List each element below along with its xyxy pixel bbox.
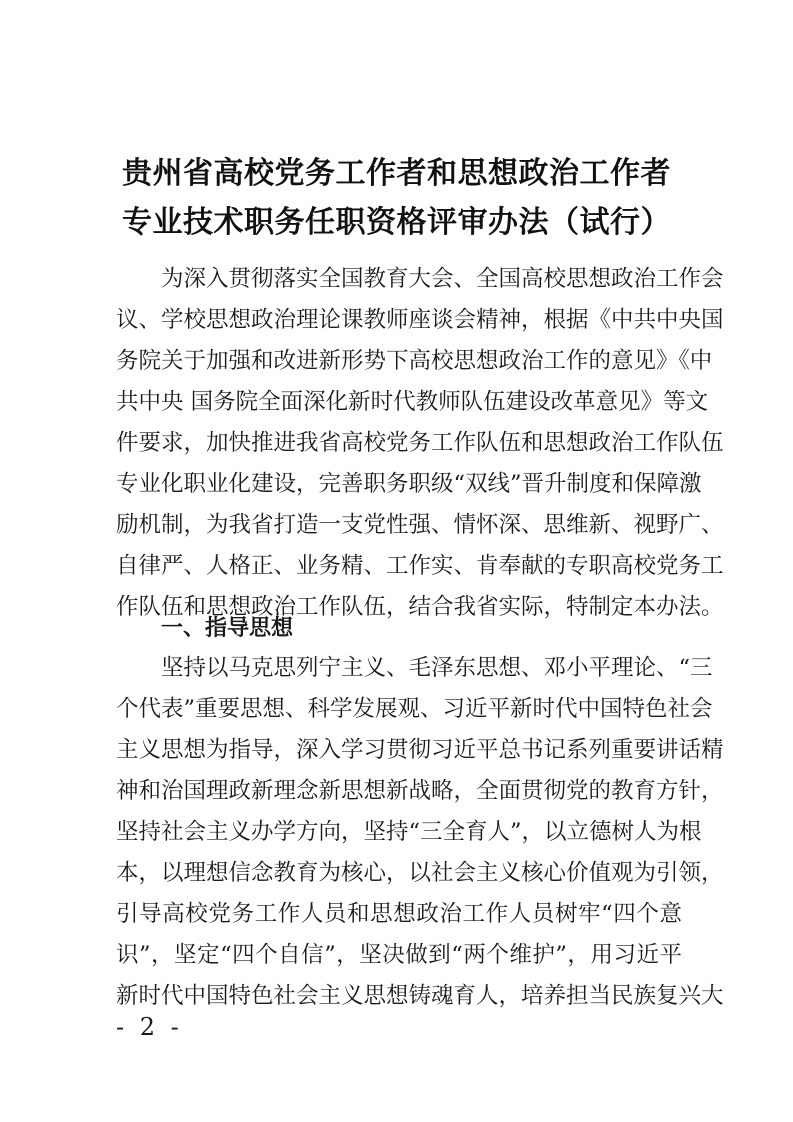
- section-line-8: 识”，坚定“四个自信”，坚决做到“两个维护”，用习近平: [116, 942, 682, 968]
- section-line-6: 本，以理想信念教育为核心，以社会主义核心价值观为引领，: [116, 860, 724, 886]
- section-heading: 一、指导思想: [161, 616, 294, 641]
- section-line-3: 主义思想为指导，深入学习贯彻习近平总书记系列重要讲话精: [116, 737, 724, 763]
- intro-line-9: 作队伍和思想政治工作队伍，结合我省实际，特制定本办法。: [116, 594, 724, 620]
- intro-line-3: 务院关于加强和改进新形势下高校思想政治工作的意见》《中: [116, 348, 713, 374]
- page-number: - 2 -: [116, 1013, 183, 1041]
- intro-line-4: 共中央 国务院全面深化新时代教师队伍建设改革意见》等文: [116, 389, 709, 415]
- intro-line-5: 件要求，加快推进我省高校党务工作队伍和思想政治工作队伍: [116, 430, 724, 456]
- section-line-2: 个代表”重要思想、科学发展观、习近平新时代中国特色社会: [116, 696, 713, 722]
- intro-line-1: 为深入贯彻落实全国教育大会、全国高校思想政治工作会: [161, 266, 724, 292]
- document-title-line-2: 专业技术职务任职资格评审办法（试行）: [122, 205, 671, 240]
- intro-line-8: 自律严、人格正、业务精、工作实、肯奉献的专职高校党务工: [116, 553, 724, 579]
- section-line-5: 坚持社会主义办学方向，坚持“三全育人”，以立德树人为根: [116, 819, 702, 845]
- intro-line-6: 专业化职业化建设，完善职务职级“双线”晋升制度和保障激: [116, 471, 702, 497]
- section-line-7: 引导高校党务工作人员和思想政治工作人员树牢“四个意: [116, 901, 682, 927]
- document-title-line-1: 贵州省高校党务工作者和思想政治工作者: [122, 156, 671, 191]
- intro-line-2: 议、学校思想政治理论课教师座谈会精神，根据《中共中央国: [116, 307, 724, 333]
- section-line-9: 新时代中国特色社会主义思想铸魂育人，培养担当民族复兴大: [116, 983, 724, 1009]
- section-line-4: 神和治国理政新理念新思想新战略，全面贯彻党的教育方针，: [116, 778, 724, 804]
- section-line-1: 坚持以马克思列宁主义、毛泽东思想、邓小平理论、“三: [161, 655, 713, 681]
- intro-line-7: 励机制，为我省打造一支党性强、情怀深、思维新、视野广、: [116, 512, 724, 538]
